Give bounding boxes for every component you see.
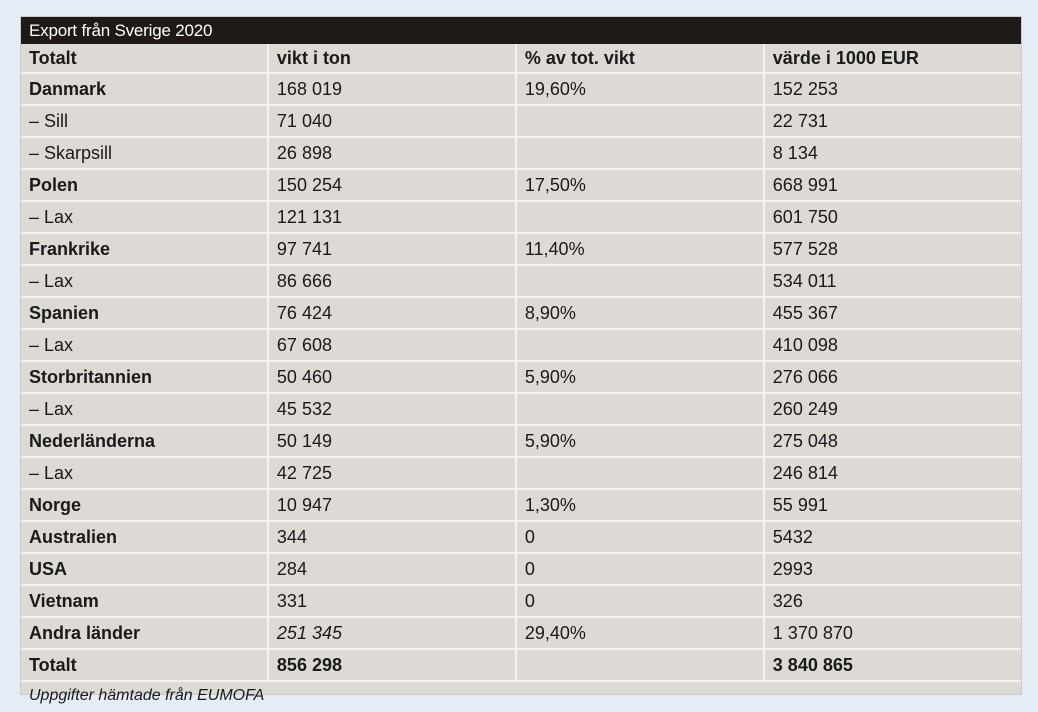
header-cell-percent: % av tot. vikt <box>516 44 764 73</box>
row-value: 455 367 <box>764 297 1021 329</box>
row-weight: 86 666 <box>268 265 516 297</box>
row-label: Spanien <box>21 297 268 329</box>
row-percent: 11,40% <box>516 233 764 265</box>
row-label: Andra länder <box>21 617 268 649</box>
row-value: 668 991 <box>764 169 1021 201</box>
row-label: – Lax <box>21 457 268 489</box>
row-weight: 10 947 <box>268 489 516 521</box>
row-value: 8 134 <box>764 137 1021 169</box>
table-row <box>21 201 1021 233</box>
table-total-row <box>21 649 1021 681</box>
table-row <box>21 265 1021 297</box>
row-weight: 97 741 <box>268 233 516 265</box>
row-percent: 0 <box>516 553 764 585</box>
table-row <box>21 457 1021 489</box>
row-value: 275 048 <box>764 425 1021 457</box>
row-value: 246 814 <box>764 457 1021 489</box>
table-row <box>21 105 1021 137</box>
source-footnote: Uppgifter hämtade från EUMOFA <box>29 687 265 704</box>
row-label: Frankrike <box>21 233 268 265</box>
row-label: Storbritannien <box>21 361 268 393</box>
table-title: Export från Sverige 2020 <box>21 17 1021 44</box>
row-value: 260 249 <box>764 393 1021 425</box>
row-value: 55 991 <box>764 489 1021 521</box>
row-label: – Lax <box>21 265 268 297</box>
table-row <box>21 233 1021 265</box>
row-percent: 5,90% <box>516 425 764 457</box>
row-percent: 0 <box>516 585 764 617</box>
row-label: Norge <box>21 489 268 521</box>
header-cell-weight: vikt i ton <box>268 44 516 73</box>
row-weight: 71 040 <box>268 105 516 137</box>
row-value: 577 528 <box>764 233 1021 265</box>
row-weight: 284 <box>268 553 516 585</box>
row-percent: 19,60% <box>516 73 764 105</box>
row-label: Danmark <box>21 73 268 105</box>
export-table-panel <box>20 16 1022 704</box>
row-percent: 8,90% <box>516 297 764 329</box>
table-row <box>21 521 1021 553</box>
row-value: 22 731 <box>764 105 1021 137</box>
row-weight: 67 608 <box>268 329 516 361</box>
row-percent: 29,40% <box>516 617 764 649</box>
row-label: Polen <box>21 169 268 201</box>
table-row <box>21 489 1021 521</box>
row-weight: 26 898 <box>268 137 516 169</box>
row-label: Australien <box>21 521 268 553</box>
table-row <box>21 329 1021 361</box>
row-percent: 1,30% <box>516 489 764 521</box>
total-percent <box>516 649 764 681</box>
total-label: Totalt <box>21 649 268 681</box>
row-percent <box>516 457 764 489</box>
table-row <box>21 297 1021 329</box>
row-label: – Lax <box>21 329 268 361</box>
row-label: – Lax <box>21 201 268 233</box>
row-label: – Lax <box>21 393 268 425</box>
total-weight: 856 298 <box>268 649 516 681</box>
row-value: 410 098 <box>764 329 1021 361</box>
row-percent <box>516 137 764 169</box>
table-row <box>21 425 1021 457</box>
table-row <box>21 169 1021 201</box>
header-cell-country: Totalt <box>21 44 268 73</box>
row-weight: 50 149 <box>268 425 516 457</box>
table-row <box>21 361 1021 393</box>
row-value: 152 253 <box>764 73 1021 105</box>
table-row <box>21 137 1021 169</box>
table-row <box>21 617 1021 649</box>
row-percent: 0 <box>516 521 764 553</box>
row-value: 2993 <box>764 553 1021 585</box>
row-percent <box>516 393 764 425</box>
row-weight: 150 254 <box>268 169 516 201</box>
row-percent: 5,90% <box>516 361 764 393</box>
row-weight: 344 <box>268 521 516 553</box>
header-cell-value: värde i 1000 EUR <box>764 44 1021 73</box>
row-value: 1 370 870 <box>764 617 1021 649</box>
row-value: 5432 <box>764 521 1021 553</box>
table-row <box>21 73 1021 105</box>
export-table <box>21 44 1021 682</box>
table-row <box>21 585 1021 617</box>
row-percent <box>516 201 764 233</box>
row-label: Nederländerna <box>21 425 268 457</box>
row-value: 326 <box>764 585 1021 617</box>
row-value: 534 011 <box>764 265 1021 297</box>
row-percent <box>516 329 764 361</box>
row-label: Vietnam <box>21 585 268 617</box>
row-weight: 121 131 <box>268 201 516 233</box>
total-value: 3 840 865 <box>764 649 1021 681</box>
row-value: 276 066 <box>764 361 1021 393</box>
row-label: – Sill <box>21 105 268 137</box>
row-percent: 17,50% <box>516 169 764 201</box>
row-weight: 251 345 <box>268 617 516 649</box>
table-row <box>21 393 1021 425</box>
row-weight: 45 532 <box>268 393 516 425</box>
table-header-row <box>21 44 1021 73</box>
row-weight: 168 019 <box>268 73 516 105</box>
row-label: – Skarpsill <box>21 137 268 169</box>
table-row <box>21 553 1021 585</box>
row-weight: 331 <box>268 585 516 617</box>
row-weight: 76 424 <box>268 297 516 329</box>
row-value: 601 750 <box>764 201 1021 233</box>
row-percent <box>516 105 764 137</box>
row-percent <box>516 265 764 297</box>
row-weight: 42 725 <box>268 457 516 489</box>
row-label: USA <box>21 553 268 585</box>
row-weight: 50 460 <box>268 361 516 393</box>
